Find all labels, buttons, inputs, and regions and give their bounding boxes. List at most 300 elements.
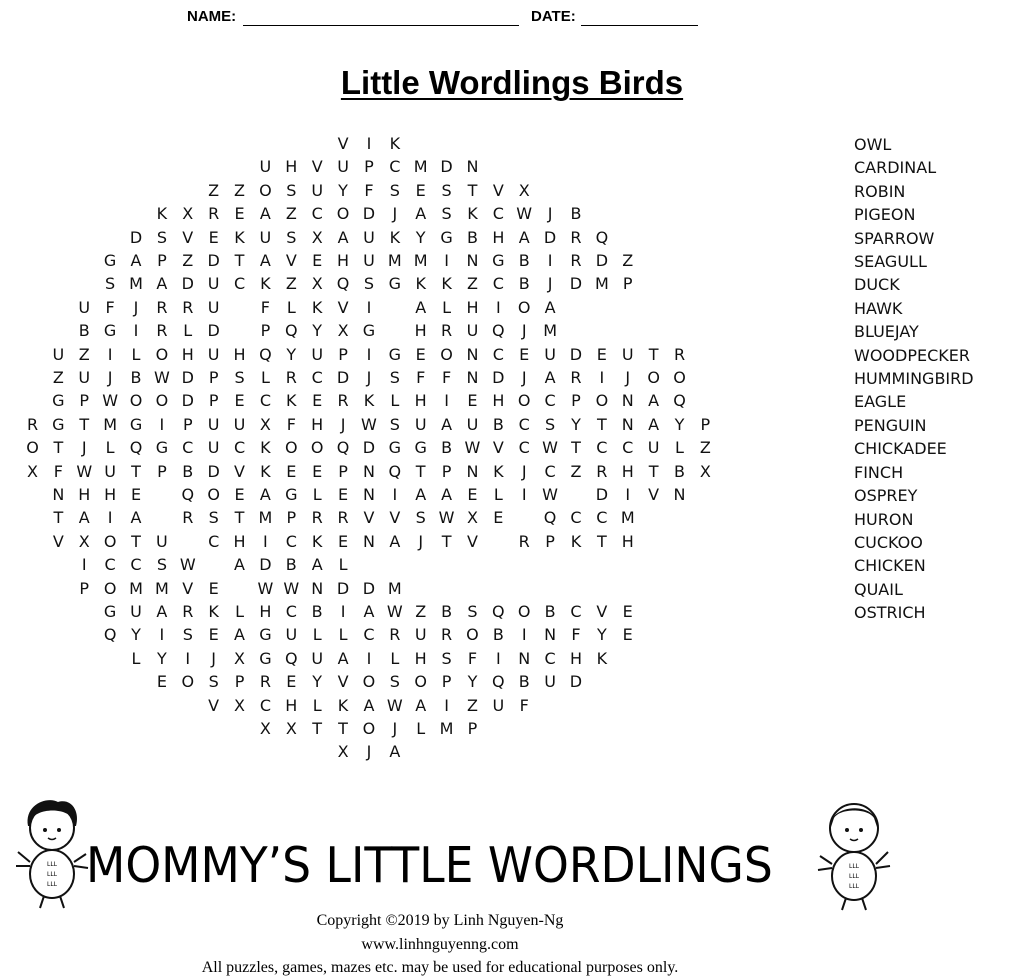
grid-letter[interactable]: K (389, 134, 401, 153)
grid-letter[interactable]: A (234, 625, 245, 645)
grid-letter[interactable]: Q (129, 438, 143, 458)
grid-letter[interactable]: A (259, 485, 271, 504)
grid-letter[interactable]: G (103, 602, 117, 621)
grid-letter[interactable]: B (544, 602, 556, 621)
grid-letter[interactable]: Q (388, 461, 402, 481)
grid-letter[interactable]: E (156, 672, 167, 692)
grid-letter[interactable]: U (233, 414, 246, 434)
grid-letter[interactable]: A (544, 297, 556, 317)
grid-letter[interactable]: R (673, 344, 686, 364)
grid-letter[interactable]: Q (285, 321, 298, 341)
grid-letter[interactable]: W (438, 508, 455, 528)
grid-letter[interactable]: N (362, 531, 375, 551)
grid-letter[interactable]: T (596, 531, 607, 551)
grid-letter[interactable]: L (260, 368, 270, 387)
grid-letter[interactable]: V (337, 672, 349, 692)
grid-letter[interactable]: X (337, 321, 349, 341)
grid-letter[interactable]: L (338, 555, 348, 575)
grid-letter[interactable]: Z (466, 274, 478, 294)
grid-letter[interactable]: J (418, 531, 424, 551)
grid-letter[interactable]: E (286, 461, 297, 481)
grid-letter[interactable]: O (362, 719, 376, 738)
grid-letter[interactable]: O (466, 625, 479, 645)
date-blank-line[interactable] (581, 25, 698, 26)
grid-letter[interactable]: J (521, 321, 527, 341)
grid-letter[interactable]: Z (622, 251, 634, 270)
grid-letter[interactable]: Z (182, 251, 194, 270)
grid-letter[interactable]: C (389, 157, 401, 177)
grid-letter[interactable]: H (78, 485, 91, 504)
grid-letter[interactable]: D (440, 157, 453, 177)
grid-letter[interactable]: L (105, 438, 115, 458)
grid-letter[interactable]: C (544, 461, 556, 481)
grid-letter[interactable]: F (364, 180, 374, 200)
grid-letter[interactable]: V (311, 157, 323, 177)
grid-letter[interactable]: L (312, 485, 322, 504)
grid-letter[interactable]: E (312, 251, 323, 270)
grid-letter[interactable]: P (286, 508, 297, 528)
grid-letter[interactable]: V (337, 297, 349, 317)
grid-letter[interactable]: G (103, 321, 117, 341)
grid-letter[interactable]: N (466, 461, 479, 481)
grid-letter[interactable]: N (621, 391, 634, 411)
grid-letter[interactable]: K (156, 204, 168, 224)
grid-letter[interactable]: O (362, 672, 376, 692)
grid-letter[interactable]: I (495, 297, 501, 317)
grid-letter[interactable]: P (79, 578, 90, 598)
grid-letter[interactable]: J (625, 368, 631, 387)
grid-letter[interactable]: M (387, 251, 402, 270)
grid-letter[interactable]: I (625, 485, 631, 504)
grid-letter[interactable]: E (467, 485, 478, 504)
grid-letter[interactable]: U (414, 414, 427, 434)
grid-letter[interactable]: A (648, 414, 660, 434)
grid-letter[interactable]: O (336, 204, 350, 224)
grid-letter[interactable]: X (259, 414, 271, 434)
grid-letter[interactable]: O (155, 344, 169, 364)
grid-letter[interactable]: D (336, 578, 350, 598)
grid-letter[interactable]: X (182, 204, 194, 224)
grid-letter[interactable]: R (570, 251, 582, 270)
grid-letter[interactable]: I (599, 368, 605, 387)
grid-letter[interactable]: G (52, 391, 65, 411)
grid-letter[interactable]: I (107, 508, 113, 528)
grid-letter[interactable]: J (521, 368, 527, 387)
grid-letter[interactable]: I (340, 602, 346, 621)
grid-letter[interactable]: E (622, 625, 633, 645)
grid-letter[interactable]: Q (543, 508, 557, 528)
grid-letter[interactable]: U (156, 531, 168, 551)
grid-letter[interactable]: J (340, 414, 346, 434)
grid-letter[interactable]: M (543, 321, 557, 341)
grid-letter[interactable]: R (441, 321, 453, 341)
grid-letter[interactable]: K (260, 438, 271, 458)
grid-letter[interactable]: D (207, 251, 220, 270)
grid-letter[interactable]: F (260, 297, 270, 317)
grid-letter[interactable]: B (285, 555, 297, 575)
grid-letter[interactable]: M (154, 578, 169, 598)
grid-letter[interactable]: O (517, 297, 531, 317)
grid-letter[interactable]: H (259, 602, 272, 621)
grid-letter[interactable]: E (337, 485, 349, 504)
grid-letter[interactable]: Q (492, 602, 505, 621)
grid-letter[interactable]: S (156, 555, 167, 575)
grid-letter[interactable]: W (361, 414, 377, 434)
grid-letter[interactable]: D (181, 274, 194, 294)
grid-letter[interactable]: A (415, 297, 427, 317)
grid-letter[interactable]: A (518, 227, 530, 247)
grid-letter[interactable]: W (102, 391, 119, 411)
grid-letter[interactable]: U (78, 297, 91, 317)
grid-letter[interactable]: G (285, 485, 298, 504)
grid-letter[interactable]: S (441, 180, 452, 200)
grid-letter[interactable]: S (286, 227, 297, 247)
grid-letter[interactable]: I (185, 648, 191, 668)
grid-letter[interactable]: M (413, 157, 428, 177)
grid-letter[interactable]: V (648, 485, 660, 504)
grid-letter[interactable]: P (338, 461, 348, 481)
grid-letter[interactable]: H (414, 648, 427, 668)
grid-letter[interactable]: Y (312, 321, 323, 341)
grid-letter[interactable]: U (363, 251, 375, 270)
grid-letter[interactable]: I (81, 555, 87, 575)
grid-letter[interactable]: U (104, 461, 116, 481)
grid-letter[interactable]: K (234, 227, 245, 247)
name-blank-line[interactable] (243, 25, 519, 26)
grid-letter[interactable]: L (235, 602, 244, 621)
grid-letter[interactable]: O (647, 368, 660, 387)
grid-letter[interactable]: I (263, 531, 268, 551)
grid-letter[interactable]: C (233, 438, 246, 458)
grid-letter[interactable]: G (155, 438, 169, 458)
grid-letter[interactable]: C (285, 602, 297, 621)
grid-letter[interactable]: R (337, 508, 349, 528)
grid-letter[interactable]: X (234, 648, 246, 668)
grid-letter[interactable]: Q (336, 274, 350, 294)
grid-letter[interactable]: C (285, 531, 297, 551)
grid-letter[interactable]: V (208, 695, 220, 715)
grid-letter[interactable]: J (107, 368, 113, 387)
grid-letter[interactable]: J (392, 204, 398, 224)
grid-letter[interactable]: U (311, 344, 324, 364)
grid-letter[interactable]: B (466, 227, 478, 247)
grid-letter[interactable]: N (466, 344, 479, 364)
grid-letter[interactable]: D (181, 391, 194, 411)
grid-letter[interactable]: G (103, 251, 117, 270)
grid-letter[interactable]: B (78, 321, 90, 341)
grid-letter[interactable]: G (414, 438, 427, 458)
grid-letter[interactable]: Y (131, 625, 141, 645)
grid-letter[interactable]: O (310, 438, 324, 458)
grid-letter[interactable]: Z (52, 368, 64, 387)
grid-letter[interactable]: K (286, 391, 297, 411)
grid-letter[interactable]: N (466, 157, 479, 177)
grid-letter[interactable]: T (234, 251, 245, 270)
grid-letter[interactable]: W (283, 578, 300, 598)
grid-letter[interactable]: K (493, 461, 504, 481)
grid-letter[interactable]: F (467, 648, 478, 668)
grid-letter[interactable]: U (207, 344, 220, 364)
grid-letter[interactable]: H (492, 391, 505, 411)
grid-letter[interactable]: E (208, 625, 219, 645)
grid-letter[interactable]: S (389, 368, 400, 387)
grid-letter[interactable]: Q (492, 321, 505, 341)
grid-letter[interactable]: Q (181, 485, 195, 504)
grid-letter[interactable]: V (466, 531, 478, 551)
grid-letter[interactable]: C (208, 531, 220, 551)
grid-letter[interactable]: L (416, 719, 426, 738)
grid-letter[interactable]: A (337, 227, 349, 247)
grid-letter[interactable]: D (181, 368, 194, 387)
grid-letter[interactable]: U (207, 414, 220, 434)
grid-letter[interactable]: K (337, 695, 349, 715)
grid-letter[interactable]: N (673, 485, 686, 504)
grid-letter[interactable]: V (337, 134, 349, 153)
grid-letter[interactable]: R (259, 672, 271, 692)
grid-letter[interactable]: X (311, 227, 323, 247)
grid-letter[interactable]: J (211, 648, 217, 668)
grid-letter[interactable]: L (338, 625, 348, 645)
grid-letter[interactable]: R (337, 391, 349, 411)
grid-letter[interactable]: U (207, 297, 220, 317)
grid-letter[interactable]: U (647, 438, 660, 458)
grid-letter[interactable]: S (389, 672, 400, 692)
grid-letter[interactable]: D (336, 368, 350, 387)
grid-letter[interactable]: A (78, 508, 90, 528)
grid-letter[interactable]: A (130, 251, 142, 270)
grid-letter[interactable]: B (311, 602, 323, 621)
grid-letter[interactable]: E (519, 344, 530, 364)
grid-letter[interactable]: E (493, 508, 504, 528)
grid-letter[interactable]: S (105, 274, 116, 294)
grid-letter[interactable]: E (234, 485, 245, 504)
grid-letter[interactable]: T (53, 438, 64, 458)
grid-letter[interactable]: G (388, 274, 402, 294)
grid-letter[interactable]: A (415, 204, 427, 224)
grid-letter[interactable]: N (466, 251, 479, 270)
grid-letter[interactable]: R (285, 368, 297, 387)
grid-letter[interactable]: I (547, 251, 553, 270)
grid-letter[interactable]: Z (699, 438, 711, 458)
grid-letter[interactable]: O (440, 344, 453, 364)
grid-letter[interactable]: C (570, 508, 582, 528)
grid-letter[interactable]: U (52, 344, 65, 364)
grid-letter[interactable]: G (388, 438, 402, 458)
grid-letter[interactable]: V (182, 227, 194, 247)
grid-letter[interactable]: O (285, 438, 298, 458)
grid-letter[interactable]: J (392, 719, 398, 738)
grid-letter[interactable]: O (181, 672, 195, 692)
grid-letter[interactable]: A (234, 555, 245, 575)
grid-letter[interactable]: I (159, 414, 165, 434)
grid-letter[interactable]: A (389, 742, 401, 762)
grid-letter[interactable]: C (492, 204, 504, 224)
grid-letter[interactable]: N (466, 368, 479, 387)
grid-letter[interactable]: E (234, 391, 245, 411)
grid-letter[interactable]: S (467, 602, 478, 621)
grid-letter[interactable]: O (414, 672, 427, 692)
grid-letter[interactable]: D (362, 438, 376, 458)
grid-letter[interactable]: A (441, 485, 453, 504)
grid-letter[interactable]: O (26, 438, 39, 458)
grid-letter[interactable]: N (362, 461, 375, 481)
grid-letter[interactable]: B (441, 602, 453, 621)
grid-letter[interactable]: K (311, 531, 323, 551)
grid-letter[interactable]: O (517, 391, 531, 411)
grid-letter[interactable]: F (441, 368, 452, 387)
grid-letter[interactable]: S (441, 648, 452, 668)
grid-letter[interactable]: E (415, 180, 426, 200)
grid-letter[interactable]: G (492, 251, 505, 270)
grid-letter[interactable]: B (518, 274, 530, 294)
grid-letter[interactable]: K (596, 648, 608, 668)
grid-letter[interactable]: M (129, 578, 143, 598)
grid-letter[interactable]: D (362, 578, 376, 598)
grid-letter[interactable]: O (103, 578, 117, 598)
grid-letter[interactable]: C (518, 438, 530, 458)
grid-letter[interactable]: U (207, 274, 220, 294)
grid-letter[interactable]: R (156, 321, 168, 341)
grid-letter[interactable]: I (444, 391, 449, 411)
grid-letter[interactable]: P (622, 274, 633, 294)
grid-letter[interactable]: I (366, 134, 372, 153)
grid-letter[interactable]: V (363, 508, 375, 528)
grid-letter[interactable]: F (105, 297, 115, 317)
grid-letter[interactable]: P (364, 157, 374, 177)
grid-letter[interactable]: T (415, 461, 426, 481)
grid-letter[interactable]: A (363, 602, 375, 621)
grid-letter[interactable]: Y (157, 648, 167, 668)
grid-letter[interactable]: K (415, 274, 426, 294)
grid-letter[interactable]: B (441, 438, 453, 458)
grid-letter[interactable]: I (366, 344, 372, 364)
grid-letter[interactable]: Q (595, 227, 609, 247)
grid-letter[interactable]: Z (208, 180, 220, 200)
grid-letter[interactable]: E (415, 344, 426, 364)
grid-letter[interactable]: J (547, 204, 553, 224)
grid-letter[interactable]: A (389, 531, 401, 551)
grid-letter[interactable]: T (648, 344, 659, 364)
grid-letter[interactable]: C (492, 274, 504, 294)
grid-letter[interactable]: P (234, 672, 245, 692)
grid-letter[interactable]: Y (415, 227, 426, 247)
grid-letter[interactable]: C (104, 555, 116, 575)
grid-letter[interactable]: H (414, 391, 427, 411)
grid-letter[interactable]: P (441, 672, 452, 692)
grid-letter[interactable]: V (389, 508, 401, 528)
grid-letter[interactable]: K (389, 227, 401, 247)
grid-letter[interactable]: H (337, 251, 350, 270)
grid-letter[interactable]: S (286, 180, 297, 200)
grid-letter[interactable]: P (79, 391, 90, 411)
grid-letter[interactable]: S (208, 508, 219, 528)
grid-letter[interactable]: H (285, 157, 298, 177)
grid-letter[interactable]: T (312, 719, 323, 738)
grid-letter[interactable]: O (155, 391, 169, 411)
grid-letter[interactable]: Q (336, 438, 350, 458)
grid-letter[interactable]: B (130, 368, 142, 387)
grid-letter[interactable]: T (234, 508, 245, 528)
grid-letter[interactable]: W (464, 438, 481, 458)
grid-letter[interactable]: L (131, 648, 141, 668)
grid-letter[interactable]: O (673, 368, 686, 387)
grid-letter[interactable]: N (362, 485, 375, 504)
grid-letter[interactable]: G (129, 414, 143, 434)
grid-letter[interactable]: F (286, 414, 296, 434)
grid-letter[interactable]: V (492, 438, 504, 458)
grid-letter[interactable]: W (153, 368, 170, 387)
grid-letter[interactable]: M (387, 578, 402, 598)
grid-letter[interactable]: Y (674, 414, 685, 434)
grid-letter[interactable]: U (207, 438, 220, 458)
grid-letter[interactable]: E (622, 602, 633, 621)
grid-letter[interactable]: G (388, 344, 402, 364)
grid-letter[interactable]: P (208, 368, 219, 387)
grid-letter[interactable]: N (518, 648, 531, 668)
grid-letter[interactable]: A (415, 695, 427, 715)
grid-letter[interactable]: T (571, 438, 581, 458)
grid-letter[interactable]: S (389, 180, 400, 200)
grid-letter[interactable]: V (492, 180, 504, 200)
grid-letter[interactable]: Z (285, 274, 297, 294)
grid-letter[interactable]: C (544, 648, 556, 668)
grid-letter[interactable]: G (362, 321, 376, 341)
grid-letter[interactable]: D (595, 485, 609, 504)
grid-letter[interactable]: H (233, 344, 246, 364)
grid-letter[interactable]: T (441, 531, 452, 551)
grid-letter[interactable]: R (570, 227, 582, 247)
grid-letter[interactable]: C (622, 438, 634, 458)
grid-letter[interactable]: T (131, 461, 141, 481)
grid-letter[interactable]: Q (103, 625, 117, 645)
grid-letter[interactable]: D (207, 321, 220, 341)
grid-letter[interactable]: F (53, 461, 63, 481)
grid-letter[interactable]: X (518, 180, 530, 200)
grid-letter[interactable]: J (521, 461, 527, 481)
grid-letter[interactable]: E (208, 227, 219, 247)
grid-letter[interactable]: R (182, 602, 194, 621)
grid-letter[interactable]: L (312, 625, 322, 645)
grid-letter[interactable]: P (260, 321, 271, 341)
grid-letter[interactable]: A (156, 274, 168, 294)
grid-letter[interactable]: L (286, 297, 296, 317)
grid-letter[interactable]: P (571, 391, 581, 411)
grid-letter[interactable]: W (542, 485, 558, 504)
grid-letter[interactable]: P (467, 719, 478, 738)
grid-letter[interactable]: A (415, 485, 427, 504)
grid-letter[interactable]: Z (285, 204, 297, 224)
grid-letter[interactable]: D (492, 368, 505, 387)
grid-letter[interactable]: V (596, 602, 608, 621)
grid-letter[interactable]: A (648, 391, 660, 411)
grid-letter[interactable]: O (595, 391, 609, 411)
grid-letter[interactable]: B (518, 251, 530, 270)
grid-letter[interactable]: X (78, 531, 90, 551)
grid-letter[interactable]: B (518, 672, 530, 692)
grid-letter[interactable]: A (337, 648, 349, 668)
grid-letter[interactable]: X (337, 742, 349, 762)
grid-letter[interactable]: A (544, 368, 556, 387)
grid-letter[interactable]: W (76, 461, 93, 481)
grid-letter[interactable]: P (441, 461, 452, 481)
grid-letter[interactable]: U (259, 157, 272, 177)
grid-letter[interactable]: S (208, 672, 219, 692)
grid-letter[interactable]: D (569, 274, 583, 294)
grid-letter[interactable]: S (545, 414, 556, 434)
grid-letter[interactable]: U (130, 602, 142, 621)
grid-letter[interactable]: P (157, 251, 167, 270)
grid-letter[interactable]: D (595, 251, 609, 270)
